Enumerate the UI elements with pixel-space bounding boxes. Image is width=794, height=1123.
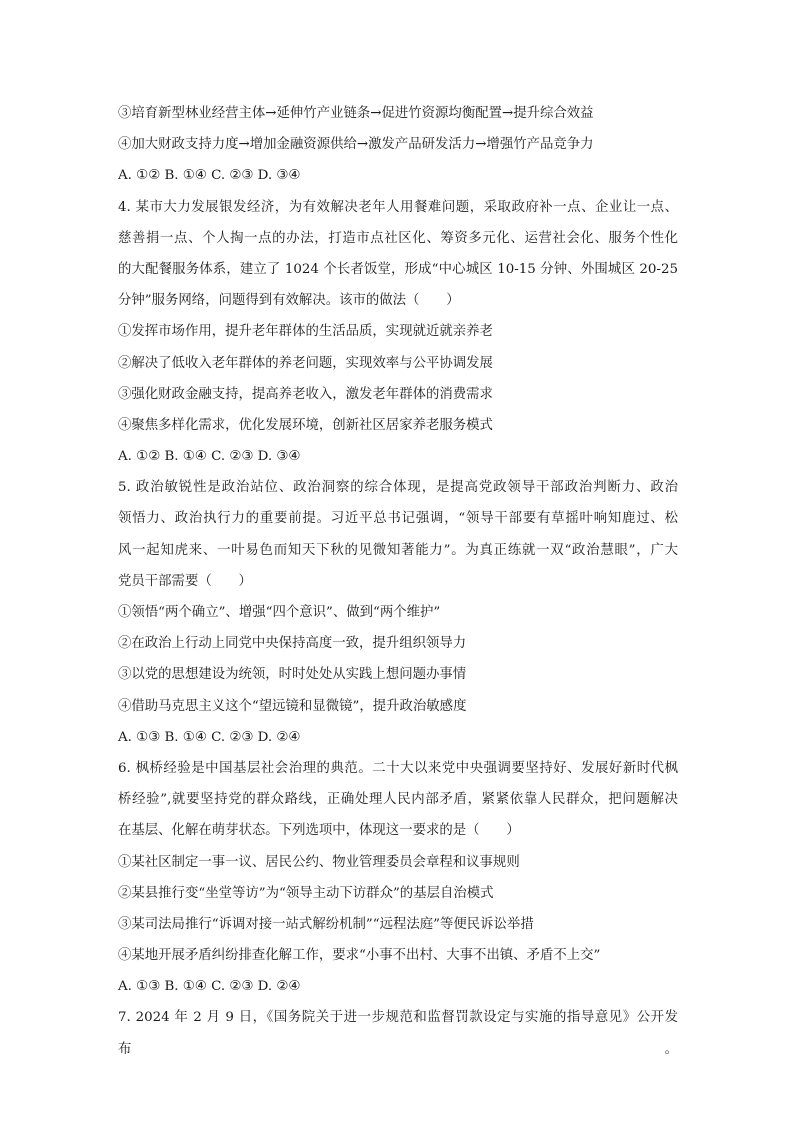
- text-line: 党员干部需要（ ）: [118, 573, 252, 589]
- text-line: 慈善捐一点、个人掏一点的办法，打造市点社区化、筹资多元化、运营社会化、服务个性化: [118, 230, 678, 246]
- text-line: ②某县推行变“坐堂等访”为“领导主动下访群众”的基层自治模式: [118, 885, 494, 901]
- text-line: ④某地开展矛盾纠纷排查化解工作，要求“小事不出村、大事不出镇、矛盾不上交”: [118, 948, 601, 964]
- text-line: 桥经验”,就要坚持党的群众路线，正确处理人民内部矛盾，紧紧依靠人民群众，把问题解决: [118, 792, 678, 808]
- text-line: 分钟”服务网络，问题得到有效解决。该市的做法（ ）: [118, 293, 460, 309]
- text-line: 5. 政治敏锐性是政治站位、政治洞察的综合体现，是提高党政领导干部政治判断力、政治: [118, 480, 678, 496]
- text-line: 6. 枫桥经验是中国基层社会治理的典范。二十大以来党中央强调要坚持好、发展好新时代枫: [118, 760, 678, 776]
- text-line: A. ①② B. ①④ C. ②③ D. ③④: [118, 449, 301, 465]
- text-line: ④聚焦多样化需求，优化发展环境，创新社区居家养老服务模式: [118, 417, 493, 433]
- text-line: 的大配餐服务体系，建立了 1024 个长者饭堂，形成“中心城区 10-15 分钟、外围城区 20-25: [118, 261, 678, 277]
- text-line: A. ①③ B. ①④ C. ②③ D. ②④: [118, 729, 301, 745]
- text-line: 在基层、化解在萌芽状态。下列选项中，体现这一要求的是（ ）: [118, 823, 520, 839]
- text-line: ①发挥市场作用，提升老年群体的生活品质，实现就近就亲养老: [118, 324, 493, 340]
- text-line: ②解决了低收入老年群体的养老问题，实现效率与公平协调发展: [118, 355, 493, 371]
- text-line: ④加大财政支持力度→增加金融资源供给→激发产品研发活力→增强竹产品竞争力: [118, 137, 594, 153]
- text-line: ③以党的思想建设为统领，时时处处从实践上想问题办事情: [118, 667, 467, 683]
- text-line: A. ①③ B. ①④ C. ②③ D. ②④: [118, 979, 301, 995]
- text-line: ④借助马克思主义这个“望远镜和显微镜”，提升政治敏感度: [118, 698, 467, 714]
- text-line: 风一起知虎来、一叶易色而知天下秋的见微知著能力”。为真正练就一双“政治慧眼”，广大: [118, 542, 678, 558]
- text-line: ①某社区制定一事一议、居民公约、物业管理委员会章程和议事规则: [118, 854, 520, 870]
- text-line: A. ①② B. ①④ C. ②③ D. ③④: [118, 168, 301, 184]
- text-line: ③某司法局推行“诉调对接一站式解纷机制”“远程法庭”等便民诉讼举措: [118, 916, 534, 932]
- text-line: ②在政治上行动上同党中央保持高度一致，提升组织领导力: [118, 636, 467, 652]
- text-line: ③强化财政金融支持，提高养老收入，激发老年群体的消费需求: [118, 386, 493, 402]
- text-line: 领悟力、政治执行力的重要前提。习近平总书记强调，“领导干部要有草摇叶响知鹿过、松: [118, 511, 678, 527]
- text-line: 4. 某市大力发展银发经济，为有效解决老年人用餐难问题，采取政府补一点、企业让一点、: [118, 199, 678, 215]
- text-line: ①领悟“两个确立”、增强“四个意识”、做到“两个维护”: [118, 605, 441, 620]
- document-body: [118, 98, 678, 1057]
- text-line: 7. 2024 年 2 月 9 日，《国务院关于进一步规范和监督罚款设定与实施的指导意见》公开发布。: [118, 1010, 678, 1057]
- text-line: ③培育新型林业经营主体→延伸竹产业链条→促进竹资源均衡配置→提升综合效益: [118, 106, 594, 121]
